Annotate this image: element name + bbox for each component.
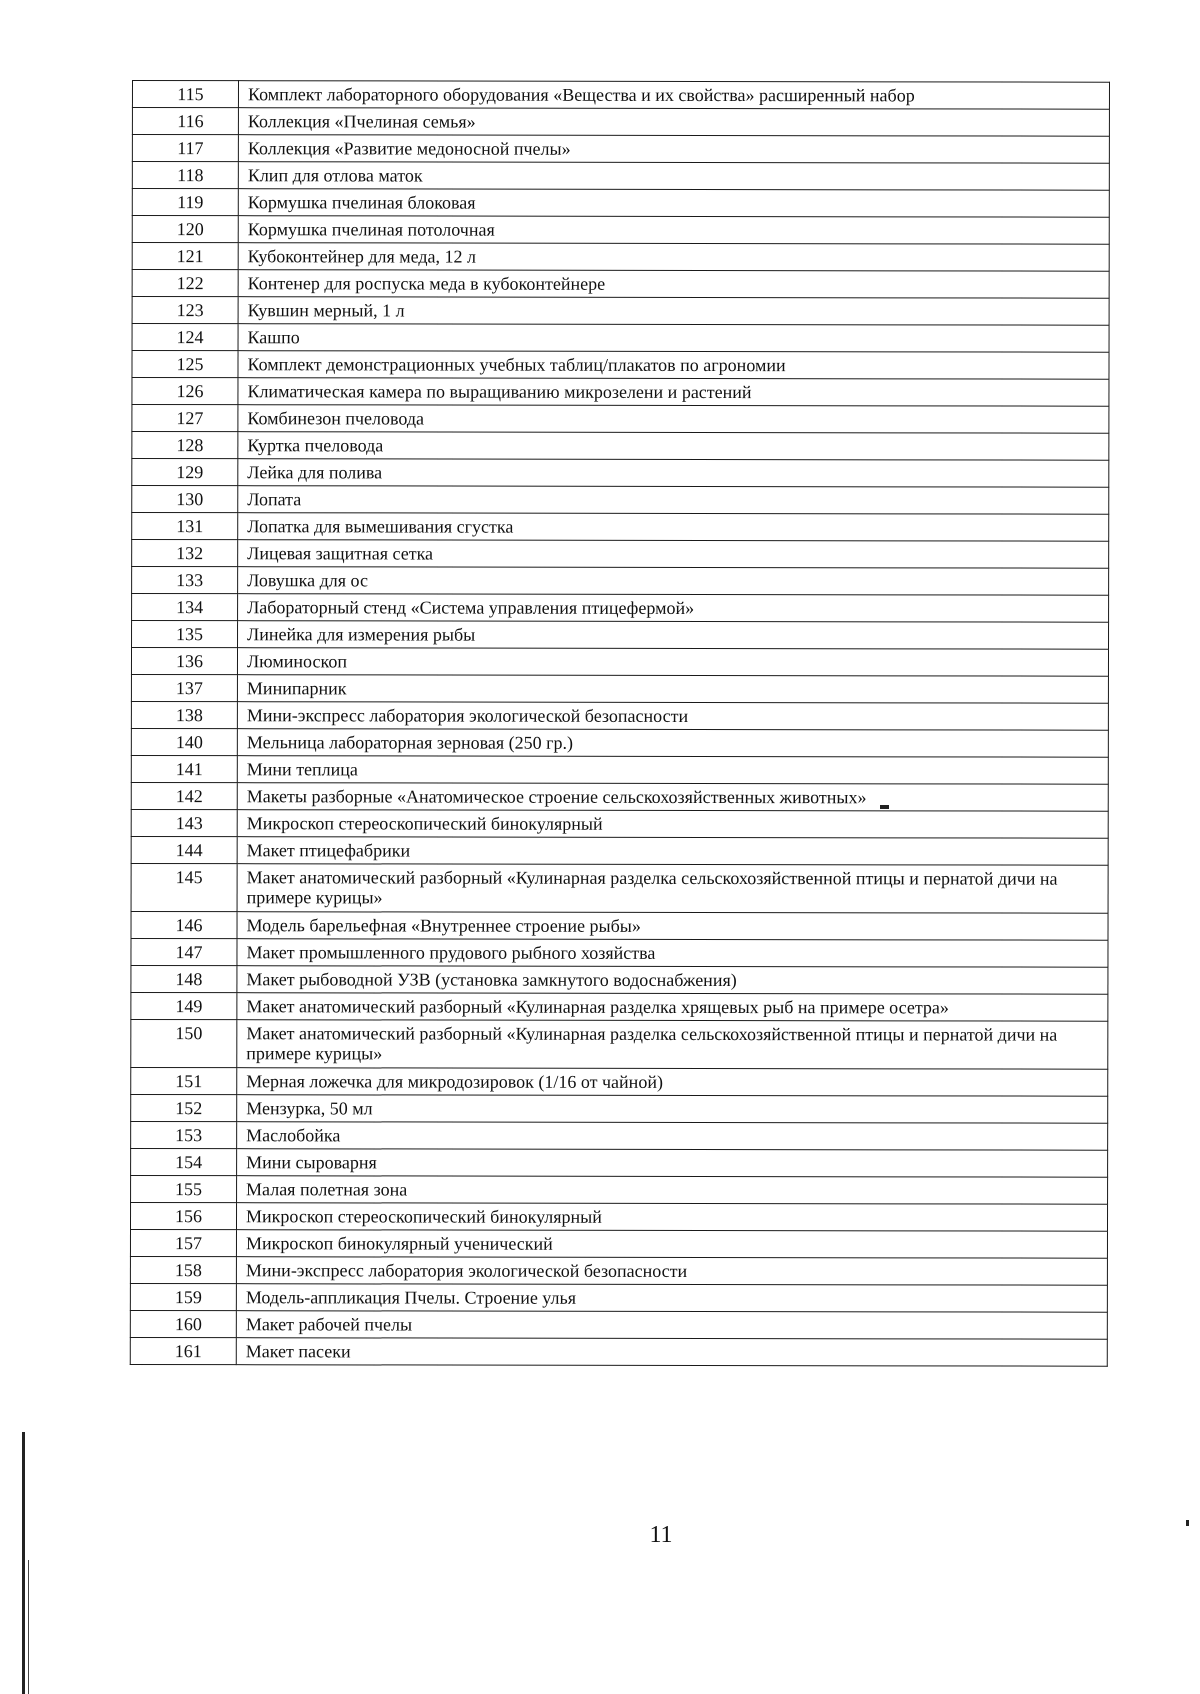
row-number: 134	[132, 594, 238, 621]
table-row	[132, 243, 1109, 272]
row-number: 141	[131, 755, 237, 782]
table-row	[131, 938, 1108, 967]
table-row	[131, 755, 1108, 784]
row-number: 156	[130, 1202, 236, 1229]
item-name: Микроскоп стереоскопический бинокулярный	[237, 810, 1108, 839]
table-row	[132, 189, 1109, 218]
row-number: 148	[131, 965, 237, 992]
scan-speck	[880, 805, 889, 809]
table-row	[132, 594, 1109, 623]
table-row	[131, 1175, 1108, 1204]
item-name: Малая полетная зона	[237, 1176, 1108, 1205]
row-number: 116	[132, 108, 238, 135]
table-row	[132, 378, 1109, 407]
row-number: 128	[132, 432, 238, 459]
row-number: 118	[132, 162, 238, 189]
item-name: Коллекция «Пчелиная семья»	[238, 108, 1109, 137]
table-row	[131, 992, 1108, 1021]
table-row	[132, 324, 1109, 353]
table-row	[132, 513, 1109, 542]
item-name: Микроскоп бинокулярный ученический	[236, 1230, 1107, 1259]
equipment-table	[130, 80, 1110, 1367]
table-row	[131, 648, 1108, 677]
row-number: 136	[131, 648, 237, 675]
item-name: Микроскоп стереоскопический бинокулярный	[236, 1203, 1107, 1232]
item-name: Мини теплица	[237, 756, 1108, 785]
table-row	[132, 270, 1109, 299]
item-name: Макет анатомический разборный «Кулинарная разделка сельскохозяйственной птицы и пернатой дичи на примере курицы»	[237, 864, 1108, 914]
row-number: 123	[132, 297, 238, 324]
item-name: Контенер для роспуска меда в кубоконтейнере	[238, 270, 1109, 299]
table-row	[130, 1202, 1107, 1231]
row-number: 140	[131, 728, 237, 755]
table-row	[132, 459, 1109, 488]
row-number: 120	[132, 216, 238, 243]
row-number: 137	[131, 674, 237, 701]
item-name: Макет промышленного прудового рыбного хозяйства	[237, 939, 1108, 968]
table-row	[132, 162, 1109, 191]
row-number: 121	[132, 243, 238, 270]
row-number: 122	[132, 270, 238, 297]
row-number: 124	[132, 324, 238, 351]
table-row	[131, 863, 1108, 913]
table-row	[131, 1094, 1108, 1123]
row-number: 157	[130, 1229, 236, 1256]
row-number: 147	[131, 938, 237, 965]
item-name: Кубоконтейнер для меда, 12 л	[238, 243, 1109, 272]
row-number: 160	[130, 1310, 236, 1337]
item-name: Комбинезон пчеловода	[238, 405, 1109, 434]
row-number: 155	[131, 1175, 237, 1202]
item-name: Модель-аппликация Пчелы. Строение улья	[236, 1284, 1107, 1313]
row-number: 153	[131, 1121, 237, 1148]
item-name: Макет пасеки	[236, 1338, 1107, 1367]
row-number: 158	[130, 1256, 236, 1283]
table-row	[131, 1148, 1108, 1177]
item-name: Лопата	[238, 486, 1109, 515]
table-row	[130, 1256, 1107, 1285]
table-row	[132, 108, 1109, 137]
row-number: 154	[131, 1148, 237, 1175]
table-row	[131, 728, 1108, 757]
row-number: 117	[132, 135, 238, 162]
row-number: 133	[132, 567, 238, 594]
item-name: Мини-экспресс лаборатория экологической безопасности	[236, 1257, 1107, 1286]
item-name: Клип для отлова маток	[238, 162, 1109, 191]
scan-margin-line-thin	[28, 1560, 29, 1694]
item-name: Лопатка для вымешивания сгустка	[238, 513, 1109, 542]
row-number: 127	[132, 405, 238, 432]
item-name: Куртка пчеловода	[238, 432, 1109, 461]
row-number: 125	[132, 351, 238, 378]
equipment-table-body	[130, 81, 1109, 1367]
table-row	[132, 81, 1109, 110]
item-name: Лабораторный стенд «Система управления птицефермой»	[238, 594, 1109, 623]
row-number: 129	[132, 459, 238, 486]
row-number: 142	[131, 782, 237, 809]
row-number: 149	[131, 992, 237, 1019]
item-name: Макеты разборные «Анатомическое строение сельскохозяйственных животных»	[237, 783, 1108, 812]
item-name: Лейка для полива	[238, 459, 1109, 488]
row-number: 150	[131, 1019, 237, 1067]
table-row	[132, 297, 1109, 326]
table-row	[132, 621, 1109, 650]
item-name: Люминоскоп	[237, 648, 1108, 677]
table-row	[131, 782, 1108, 811]
item-name: Мини-экспресс лаборатория экологической безопасности	[237, 702, 1108, 731]
table-row	[131, 674, 1108, 703]
table-row	[131, 965, 1108, 994]
row-number: 143	[131, 809, 237, 836]
table-row	[130, 1310, 1107, 1339]
row-number: 131	[132, 513, 238, 540]
row-number: 151	[131, 1067, 237, 1094]
table-row	[131, 701, 1108, 730]
item-name: Маслобойка	[237, 1122, 1108, 1151]
item-name: Линейка для измерения рыбы	[238, 621, 1109, 650]
item-name: Кормушка пчелиная блоковая	[238, 189, 1109, 218]
item-name: Макет птицефабрики	[237, 837, 1108, 866]
table-row	[131, 1067, 1108, 1096]
table-row	[132, 351, 1109, 380]
item-name: Кашпо	[238, 324, 1109, 353]
table-row	[132, 216, 1109, 245]
table-row	[131, 836, 1108, 865]
row-number: 161	[130, 1337, 236, 1364]
table-row	[132, 405, 1109, 434]
item-name: Лицевая защитная сетка	[238, 540, 1109, 569]
item-name: Макет рабочей пчелы	[236, 1311, 1107, 1340]
item-name: Ловушка для ос	[238, 567, 1109, 596]
table-row	[131, 1121, 1108, 1150]
table-row	[130, 1337, 1107, 1366]
table-row	[130, 1283, 1107, 1312]
item-name: Комплект лабораторного оборудования «Вещества и их свойства» расширенный набор	[238, 81, 1109, 110]
row-number: 135	[132, 621, 238, 648]
item-name: Коллекция «Развитие медоносной пчелы»	[238, 135, 1109, 164]
item-name: Макет анатомический разборный «Кулинарная разделка сельскохозяйственной птицы и пернатой дичи на примере курицы»	[237, 1020, 1108, 1070]
row-number: 144	[131, 836, 237, 863]
row-number: 132	[132, 540, 238, 567]
item-name: Климатическая камера по выращиванию микрозелени и растений	[238, 378, 1109, 407]
item-name: Макет анатомический разборный «Кулинарная разделка хрящевых рыб на примере осетра»	[237, 993, 1108, 1022]
table-row	[130, 1229, 1107, 1258]
row-number: 119	[132, 189, 238, 216]
item-name: Мини сыроварня	[237, 1149, 1108, 1178]
item-name: Кувшин мерный, 1 л	[238, 297, 1109, 326]
table-row	[132, 540, 1109, 569]
table-row	[131, 911, 1108, 940]
row-number: 146	[131, 911, 237, 938]
item-name: Мельница лабораторная зерновая (250 гр.)	[237, 729, 1108, 758]
item-name: Мензурка, 50 мл	[237, 1095, 1108, 1124]
table-row	[131, 809, 1108, 838]
item-name: Макет рыбоводной УЗВ (установка замкнутого водоснабжения)	[237, 966, 1108, 995]
table-row	[132, 432, 1109, 461]
scan-speck	[1186, 1520, 1189, 1526]
item-name: Комплект демонстрационных учебных таблиц/плакатов по агрономии	[238, 351, 1109, 380]
item-name: Мерная ложечка для микродозировок (1/16 от чайной)	[237, 1068, 1108, 1097]
row-number: 152	[131, 1094, 237, 1121]
item-name: Минипарник	[237, 675, 1108, 704]
table-row	[131, 1019, 1108, 1069]
row-number: 138	[131, 701, 237, 728]
page-number: 11	[649, 1522, 673, 1548]
row-number: 145	[131, 863, 237, 911]
table-row	[132, 486, 1109, 515]
scan-margin-line	[22, 1432, 25, 1694]
row-number: 159	[130, 1283, 236, 1310]
row-number: 130	[132, 486, 238, 513]
row-number: 126	[132, 378, 238, 405]
table-row	[132, 567, 1109, 596]
item-name: Модель барельефная «Внутреннее строение рыбы»	[237, 912, 1108, 941]
row-number: 115	[132, 81, 238, 108]
item-name: Кормушка пчелиная потолочная	[238, 216, 1109, 245]
table-row	[132, 135, 1109, 164]
